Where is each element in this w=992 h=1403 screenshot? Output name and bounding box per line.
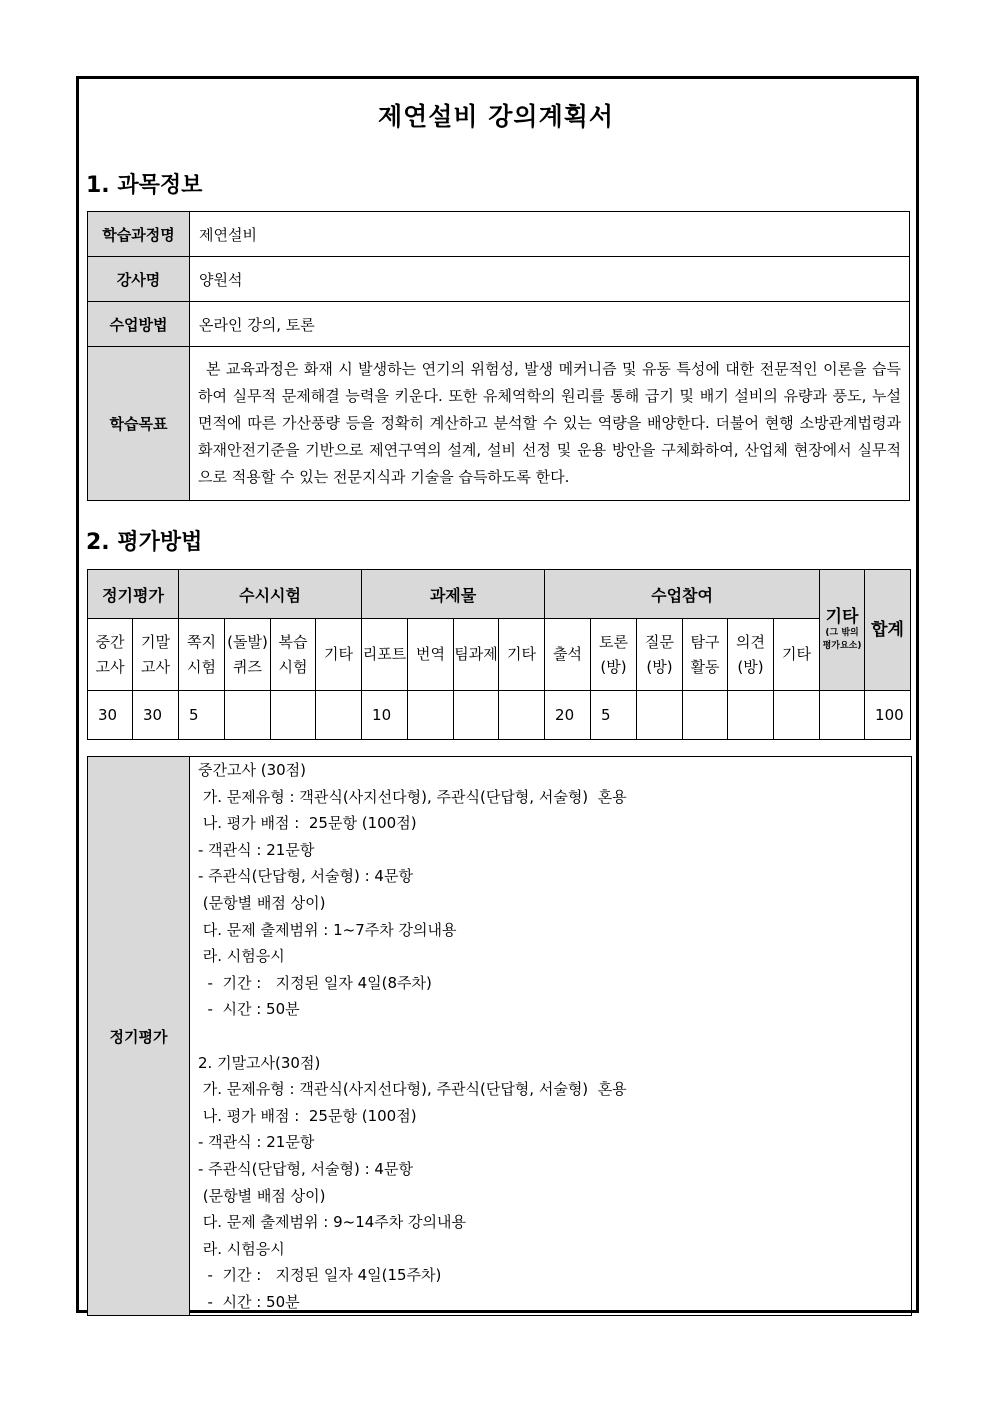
part-other-header: 기타: [774, 619, 820, 691]
section-heading-subject-info: 1. 과목정보: [86, 173, 203, 198]
opinion-header-line2: (방): [737, 657, 764, 676]
discussion-value: 5: [591, 691, 637, 740]
inquiry-header-line2: 활동: [690, 657, 720, 676]
detail-line: - 시간 : 50분: [198, 1000, 300, 1019]
other-header-label: 기타: [825, 607, 859, 627]
regular-eval-header: 정기평가: [88, 570, 179, 619]
evaluation-table: [87, 569, 911, 740]
table-row: [88, 691, 911, 740]
pop-quiz-header-line2: 시험: [187, 657, 216, 676]
midterm-value: 30: [88, 691, 133, 740]
quiz-other-header: 기타: [316, 619, 362, 691]
discussion-header: [591, 619, 637, 691]
opinion-value: [728, 691, 774, 740]
report-header: 리포트: [362, 619, 408, 691]
instructor-value: 양원석: [190, 257, 910, 302]
detail-line: 라. 시험응시: [198, 947, 285, 966]
quiz-header: 수시시험: [179, 570, 362, 619]
pop-quiz-header: [179, 619, 225, 691]
learning-goal-text: 본 교육과정은 화재 시 발생하는 연기의 위험성, 발생 메커니즘 및 유동 특성에 대한 전문적인 이론을 습득하여 실무적 문제해결 능력을 키운다. 또한 유체역학의 원리를 통해 급기 및 배기 설비의 유량과 풍도, 누설면적에 따른 가산풍량 등을 정확히 계산하고 분석할 수 있는 역량을 배양한다. 더불어 현행 소방관계법령과 화재안전기준을 기반으로 제연구역의 설계, 설비 선정 및 운용 방안을 구체화하여, 산업체 현장에서 실무적으로 적용할 수 있는 전문지식과 기술을 습득하도록 한다.: [190, 347, 910, 501]
team-task-value: [454, 691, 499, 740]
final-header-line2: 고사: [141, 657, 170, 676]
detail-line: 나. 평가 배점 : 25문항 (100점): [198, 814, 417, 833]
detail-line: 가. 문제유형 : 객관식(사지선다형), 주관식(단답형, 서술형) 혼용: [198, 787, 627, 806]
detail-line: - 기간 : 지정된 일자 4일(15주차): [198, 1266, 442, 1285]
surprise-quiz-header-line1: (돌발): [227, 632, 268, 651]
midterm-header: [88, 619, 133, 691]
detail-line: - 시간 : 50분: [198, 1292, 300, 1311]
report-value: 10: [362, 691, 408, 740]
opinion-header-line1: 의견: [736, 632, 766, 651]
detail-line: - 주관식(단답형, 서술형) : 4문항: [198, 1159, 413, 1178]
surprise-quiz-value: [225, 691, 271, 740]
detail-line: 2. 기말고사(30점): [198, 1053, 321, 1072]
total-header: 합계: [865, 570, 911, 691]
instructor-label: 강사명: [88, 257, 190, 302]
assign-other-header: 기타: [499, 619, 545, 691]
assignment-header: 과제물: [362, 570, 545, 619]
attendance-value: 20: [545, 691, 591, 740]
question-header-line1: 질문: [645, 632, 675, 651]
midterm-header-line1: 중간: [95, 632, 125, 651]
question-value: [637, 691, 683, 740]
final-value: 30: [133, 691, 179, 740]
detail-line: 다. 문제 출제범위 : 1~7주차 강의내용: [198, 920, 457, 939]
team-task-header: 팀과제: [454, 619, 499, 691]
discussion-header-line1: 토론: [599, 632, 629, 651]
translation-value: [408, 691, 454, 740]
detail-label: 정기평가: [88, 757, 190, 1316]
detail-line: 다. 문제 출제범위 : 9~14주차 강의내용: [198, 1213, 467, 1232]
detail-line: - 객관식 : 21문항: [198, 1133, 315, 1152]
discussion-header-line2: (방): [600, 657, 627, 676]
detail-line: - 객관식 : 21문항: [198, 840, 315, 859]
detail-line: 가. 문제유형 : 객관식(사지선다형), 주관식(단답형, 서술형) 혼용: [198, 1080, 627, 1099]
table-row: [88, 570, 911, 619]
opinion-header: [728, 619, 774, 691]
table-row: [88, 347, 910, 501]
detail-line: 중간고사 (30점): [198, 761, 307, 779]
table-row: [88, 257, 910, 302]
surprise-quiz-header: [225, 619, 271, 691]
class-method-value: 온라인 강의, 토론: [190, 302, 910, 347]
document-title: 제연설비 강의계획서: [377, 102, 615, 131]
final-header-line1: 기말: [141, 632, 170, 651]
course-name-label: 학습과정명: [88, 212, 190, 257]
section-heading-evaluation: 2. 평가방법: [86, 530, 203, 555]
participation-header: 수업참여: [545, 570, 820, 619]
detail-line: 나. 평가 배점 : 25문항 (100점): [198, 1106, 417, 1125]
review-test-header: [271, 619, 316, 691]
attendance-header: 출석: [545, 619, 591, 691]
inquiry-header: [683, 619, 728, 691]
table-row: [88, 212, 910, 257]
quiz-other-value: [316, 691, 362, 740]
midterm-header-line2: 고사: [95, 657, 125, 676]
other-value: [820, 691, 865, 740]
part-other-value: [774, 691, 820, 740]
subject-info-table: [87, 211, 910, 501]
inquiry-value: [683, 691, 728, 740]
detail-line: [198, 1023, 911, 1050]
inquiry-header-line1: 탐구: [690, 632, 720, 651]
final-header: [133, 619, 179, 691]
detail-content: [190, 757, 912, 1316]
detail-line: 라. 시험응시: [198, 1239, 285, 1258]
surprise-quiz-header-line2: 퀴즈: [233, 657, 262, 676]
pop-quiz-value: 5: [179, 691, 225, 740]
question-header: [637, 619, 683, 691]
detail-line: - 기간 : 지정된 일자 4일(8주차): [198, 973, 432, 992]
detail-line: (문항별 배점 상이): [198, 1186, 326, 1205]
course-name-value: 제연설비: [190, 212, 910, 257]
translation-header: 번역: [408, 619, 454, 691]
other-header: [820, 570, 865, 691]
review-test-header-line1: 복습: [278, 632, 308, 651]
table-row: [88, 619, 911, 691]
table-row: [88, 757, 912, 1316]
detail-line: - 주관식(단답형, 서술형) : 4문항: [198, 867, 413, 886]
total-value: 100: [865, 691, 911, 740]
pop-quiz-header-line1: 쪽지: [187, 632, 216, 651]
review-test-header-line2: 시험: [278, 657, 308, 676]
review-test-value: [271, 691, 316, 740]
class-method-label: 수업방법: [88, 302, 190, 347]
assign-other-value: [499, 691, 545, 740]
regular-eval-detail-table: [87, 756, 912, 1316]
detail-line: (문항별 배점 상이): [198, 893, 326, 912]
learning-goal-label: 학습목표: [88, 347, 190, 501]
other-header-note: (그 밖의 평가요소): [822, 628, 862, 651]
table-row: [88, 302, 910, 347]
question-header-line2: (방): [646, 657, 673, 676]
